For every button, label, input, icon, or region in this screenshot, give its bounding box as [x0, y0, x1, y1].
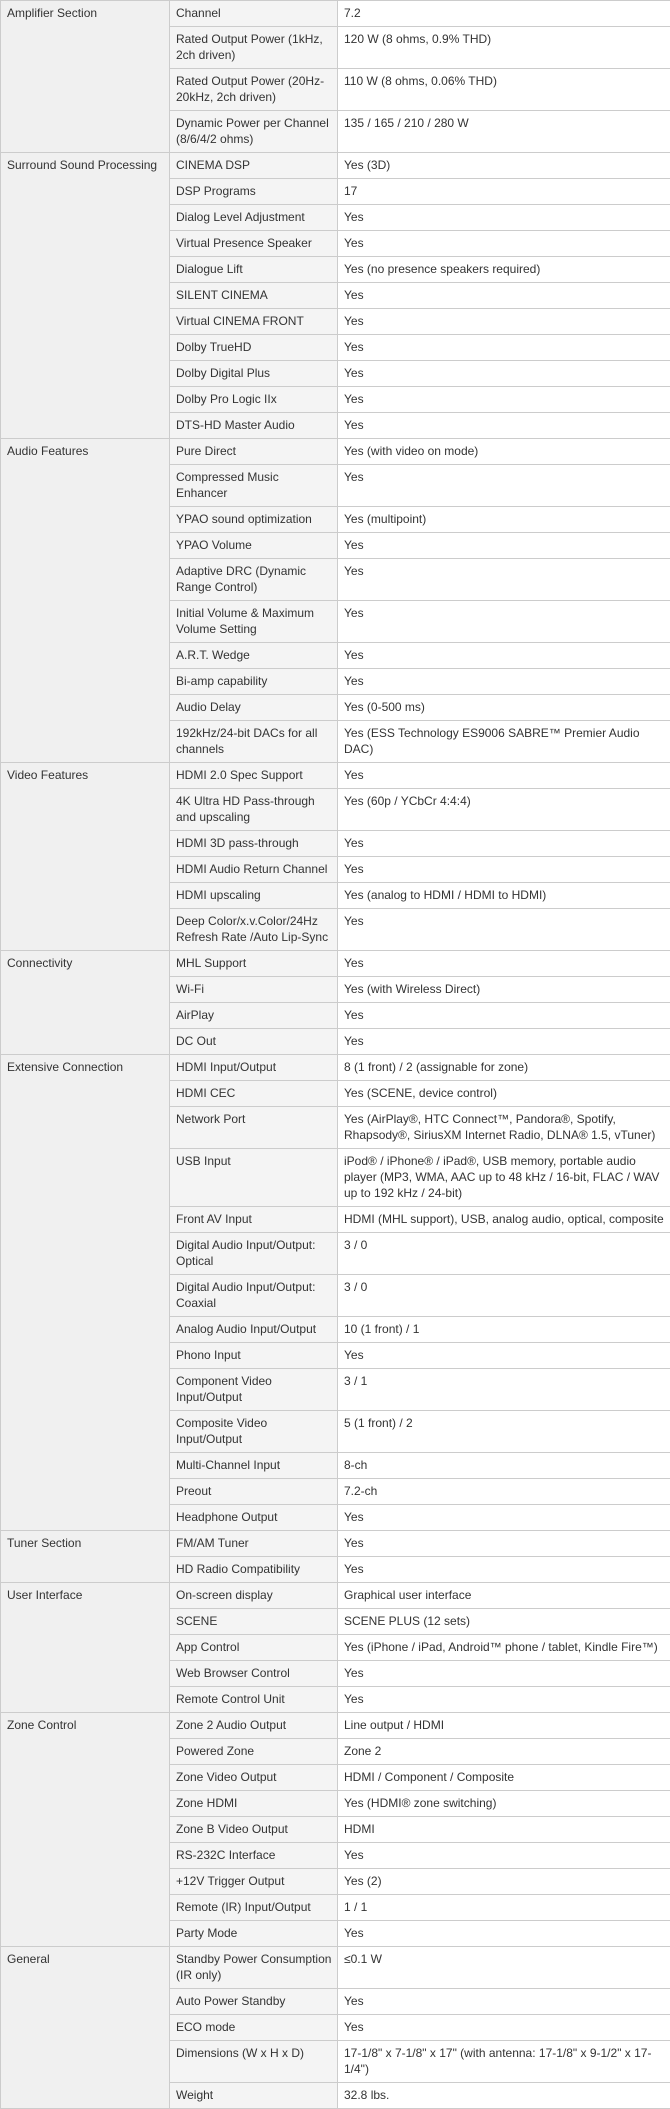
- spec-value: Yes (HDMI® zone switching): [338, 1791, 670, 1817]
- spec-feature: Adaptive DRC (Dynamic Range Control): [170, 559, 338, 601]
- spec-value: Yes: [338, 909, 670, 951]
- spec-feature: DSP Programs: [170, 179, 338, 205]
- spec-value: HDMI / Component / Composite: [338, 1765, 670, 1791]
- section-category: Extensive Connection: [1, 1055, 170, 1531]
- spec-value: Yes (0-500 ms): [338, 695, 670, 721]
- spec-value: Yes: [338, 533, 670, 559]
- spec-value: Yes: [338, 361, 670, 387]
- spec-value: 17: [338, 179, 670, 205]
- spec-value: 7.2-ch: [338, 1479, 670, 1505]
- spec-value: 3 / 1: [338, 1369, 670, 1411]
- spec-feature: CINEMA DSP: [170, 153, 338, 179]
- spec-feature: 192kHz/24-bit DACs for all channels: [170, 721, 338, 763]
- spec-value: Yes (3D): [338, 153, 670, 179]
- spec-feature: Dynamic Power per Channel (8/6/4/2 ohms): [170, 111, 338, 153]
- section-category: Connectivity: [1, 951, 170, 1055]
- spec-feature: HDMI upscaling: [170, 883, 338, 909]
- spec-value: 1 / 1: [338, 1895, 670, 1921]
- spec-value: Yes: [338, 1029, 670, 1055]
- spec-feature: Preout: [170, 1479, 338, 1505]
- spec-row: [1, 1583, 670, 1609]
- spec-value: 135 / 165 / 210 / 280 W: [338, 111, 670, 153]
- spec-feature: Zone B Video Output: [170, 1817, 338, 1843]
- spec-value: Yes: [338, 669, 670, 695]
- spec-feature: Initial Volume & Maximum Volume Setting: [170, 601, 338, 643]
- spec-feature: AirPlay: [170, 1003, 338, 1029]
- spec-value: Yes: [338, 1921, 670, 1947]
- spec-feature: HD Radio Compatibility: [170, 1557, 338, 1583]
- spec-feature: Network Port: [170, 1107, 338, 1149]
- section-category: Surround Sound Processing: [1, 153, 170, 439]
- spec-value: 8 (1 front) / 2 (assignable for zone): [338, 1055, 670, 1081]
- spec-feature: DTS-HD Master Audio: [170, 413, 338, 439]
- spec-feature: Remote Control Unit: [170, 1687, 338, 1713]
- spec-value: 10 (1 front) / 1: [338, 1317, 670, 1343]
- spec-feature: Weight: [170, 2083, 338, 2109]
- spec-feature: Compressed Music Enhancer: [170, 465, 338, 507]
- spec-value: Yes: [338, 559, 670, 601]
- spec-row: [1, 1531, 670, 1557]
- spec-feature: Phono Input: [170, 1343, 338, 1369]
- spec-value: Yes (2): [338, 1869, 670, 1895]
- spec-value: ≤0.1 W: [338, 1947, 670, 1989]
- spec-feature: Dolby TrueHD: [170, 335, 338, 361]
- spec-row: [1, 153, 670, 179]
- spec-value: Yes (with Wireless Direct): [338, 977, 670, 1003]
- spec-value: Yes (analog to HDMI / HDMI to HDMI): [338, 883, 670, 909]
- spec-value: 5 (1 front) / 2: [338, 1411, 670, 1453]
- spec-value: Yes: [338, 763, 670, 789]
- spec-value: Yes: [338, 1557, 670, 1583]
- spec-feature: YPAO Volume: [170, 533, 338, 559]
- spec-value: HDMI: [338, 1817, 670, 1843]
- spec-value: Yes (multipoint): [338, 507, 670, 533]
- spec-feature: USB Input: [170, 1149, 338, 1207]
- spec-feature: Web Browser Control: [170, 1661, 338, 1687]
- spec-feature: Virtual CINEMA FRONT: [170, 309, 338, 335]
- spec-feature: HDMI Input/Output: [170, 1055, 338, 1081]
- spec-feature: On-screen display: [170, 1583, 338, 1609]
- spec-feature: A.R.T. Wedge: [170, 643, 338, 669]
- section-category: Video Features: [1, 763, 170, 951]
- section-category: Audio Features: [1, 439, 170, 763]
- spec-value: Yes: [338, 413, 670, 439]
- spec-feature: HDMI 3D pass-through: [170, 831, 338, 857]
- spec-value: Yes: [338, 387, 670, 413]
- spec-value: 110 W (8 ohms, 0.06% THD): [338, 69, 670, 111]
- spec-table-body: [1, 1, 670, 2109]
- spec-value: Yes: [338, 1003, 670, 1029]
- spec-feature: Zone Video Output: [170, 1765, 338, 1791]
- spec-value: Yes: [338, 309, 670, 335]
- spec-value: Yes: [338, 1843, 670, 1869]
- spec-value: Yes (with video on mode): [338, 439, 670, 465]
- spec-feature: Rated Output Power (1kHz, 2ch driven): [170, 27, 338, 69]
- spec-feature: Powered Zone: [170, 1739, 338, 1765]
- spec-value: Yes: [338, 831, 670, 857]
- spec-feature: Standby Power Consumption (IR only): [170, 1947, 338, 1989]
- spec-row: [1, 763, 670, 789]
- spec-feature: Dialog Level Adjustment: [170, 205, 338, 231]
- spec-value: Yes (no presence speakers required): [338, 257, 670, 283]
- spec-value: 8-ch: [338, 1453, 670, 1479]
- spec-feature: Dolby Pro Logic IIx: [170, 387, 338, 413]
- spec-feature: App Control: [170, 1635, 338, 1661]
- spec-feature: Remote (IR) Input/Output: [170, 1895, 338, 1921]
- spec-feature: Headphone Output: [170, 1505, 338, 1531]
- spec-feature: Digital Audio Input/Output: Optical: [170, 1233, 338, 1275]
- spec-feature: Pure Direct: [170, 439, 338, 465]
- section-category: Zone Control: [1, 1713, 170, 1947]
- spec-value: 3 / 0: [338, 1233, 670, 1275]
- spec-feature: 4K Ultra HD Pass-through and upscaling: [170, 789, 338, 831]
- spec-value: Yes: [338, 465, 670, 507]
- section-category: General: [1, 1947, 170, 2109]
- spec-feature: Component Video Input/Output: [170, 1369, 338, 1411]
- spec-feature: DC Out: [170, 1029, 338, 1055]
- spec-value: 120 W (8 ohms, 0.9% THD): [338, 27, 670, 69]
- spec-value: Yes (60p / YCbCr 4:4:4): [338, 789, 670, 831]
- spec-feature: Digital Audio Input/Output: Coaxial: [170, 1275, 338, 1317]
- spec-value: SCENE PLUS (12 sets): [338, 1609, 670, 1635]
- spec-feature: Rated Output Power (20Hz-20kHz, 2ch driven): [170, 69, 338, 111]
- spec-value: Yes: [338, 643, 670, 669]
- spec-feature: +12V Trigger Output: [170, 1869, 338, 1895]
- spec-row: [1, 1, 670, 27]
- spec-value: Yes: [338, 1661, 670, 1687]
- spec-value: Yes (ESS Technology ES9006 SABRE™ Premier Audio DAC): [338, 721, 670, 763]
- spec-feature: Channel: [170, 1, 338, 27]
- spec-feature: Bi-amp capability: [170, 669, 338, 695]
- spec-value: Yes: [338, 601, 670, 643]
- spec-feature: MHL Support: [170, 951, 338, 977]
- spec-row: [1, 439, 670, 465]
- spec-feature: ECO mode: [170, 2015, 338, 2041]
- spec-value: Yes: [338, 1343, 670, 1369]
- spec-feature: FM/AM Tuner: [170, 1531, 338, 1557]
- spec-value: 17-1/8" x 7-1/8" x 17" (with antenna: 17-1/8" x 9-1/2" x 17-1/4"): [338, 2041, 670, 2083]
- spec-feature: HDMI 2.0 Spec Support: [170, 763, 338, 789]
- spec-feature: HDMI CEC: [170, 1081, 338, 1107]
- spec-feature: Composite Video Input/Output: [170, 1411, 338, 1453]
- spec-value: Zone 2: [338, 1739, 670, 1765]
- section-category: Tuner Section: [1, 1531, 170, 1583]
- spec-feature: Dimensions (W x H x D): [170, 2041, 338, 2083]
- section-category: Amplifier Section: [1, 1, 170, 153]
- spec-row: [1, 951, 670, 977]
- spec-value: Yes: [338, 2015, 670, 2041]
- spec-feature: Analog Audio Input/Output: [170, 1317, 338, 1343]
- spec-feature: Audio Delay: [170, 695, 338, 721]
- spec-value: Yes: [338, 205, 670, 231]
- spec-value: Yes (SCENE, device control): [338, 1081, 670, 1107]
- spec-value: 7.2: [338, 1, 670, 27]
- spec-value: 3 / 0: [338, 1275, 670, 1317]
- spec-feature: YPAO sound optimization: [170, 507, 338, 533]
- spec-row: [1, 1947, 670, 1989]
- spec-value: Yes: [338, 857, 670, 883]
- spec-value: Yes: [338, 283, 670, 309]
- spec-value: iPod® / iPhone® / iPad®, USB memory, portable audio player (MP3, WMA, AAC up to 48 kHz / 16-bit, FLAC / WAV up to 192 kHz / 24-bit): [338, 1149, 670, 1207]
- spec-feature: Wi-Fi: [170, 977, 338, 1003]
- spec-feature: Virtual Presence Speaker: [170, 231, 338, 257]
- spec-feature: Dialogue Lift: [170, 257, 338, 283]
- spec-value: Yes: [338, 1505, 670, 1531]
- spec-feature: HDMI Audio Return Channel: [170, 857, 338, 883]
- spec-value: Yes: [338, 231, 670, 257]
- spec-feature: Party Mode: [170, 1921, 338, 1947]
- spec-feature: RS-232C Interface: [170, 1843, 338, 1869]
- spec-feature: Auto Power Standby: [170, 1989, 338, 2015]
- spec-feature: Front AV Input: [170, 1207, 338, 1233]
- spec-value: Yes: [338, 951, 670, 977]
- spec-value: Yes (iPhone / iPad, Android™ phone / tablet, Kindle Fire™): [338, 1635, 670, 1661]
- spec-feature: Zone 2 Audio Output: [170, 1713, 338, 1739]
- spec-value: HDMI (MHL support), USB, analog audio, optical, composite: [338, 1207, 670, 1233]
- spec-value: Yes: [338, 1989, 670, 2015]
- spec-value: 32.8 lbs.: [338, 2083, 670, 2109]
- spec-feature: Multi-Channel Input: [170, 1453, 338, 1479]
- spec-value: Yes: [338, 1531, 670, 1557]
- spec-feature: Deep Color/x.v.Color/24Hz Refresh Rate /Auto Lip-Sync: [170, 909, 338, 951]
- spec-value: Yes: [338, 1687, 670, 1713]
- spec-row: [1, 1055, 670, 1081]
- spec-value: Yes: [338, 335, 670, 361]
- spec-feature: SCENE: [170, 1609, 338, 1635]
- section-category: User Interface: [1, 1583, 170, 1713]
- spec-row: [1, 1713, 670, 1739]
- spec-value: Yes (AirPlay®, HTC Connect™, Pandora®, Spotify, Rhapsody®, SiriusXM Internet Radio, DLNA® 1.5, vTuner): [338, 1107, 670, 1149]
- spec-value: Line output / HDMI: [338, 1713, 670, 1739]
- spec-value: Graphical user interface: [338, 1583, 670, 1609]
- spec-feature: Zone HDMI: [170, 1791, 338, 1817]
- spec-feature: SILENT CINEMA: [170, 283, 338, 309]
- spec-feature: Dolby Digital Plus: [170, 361, 338, 387]
